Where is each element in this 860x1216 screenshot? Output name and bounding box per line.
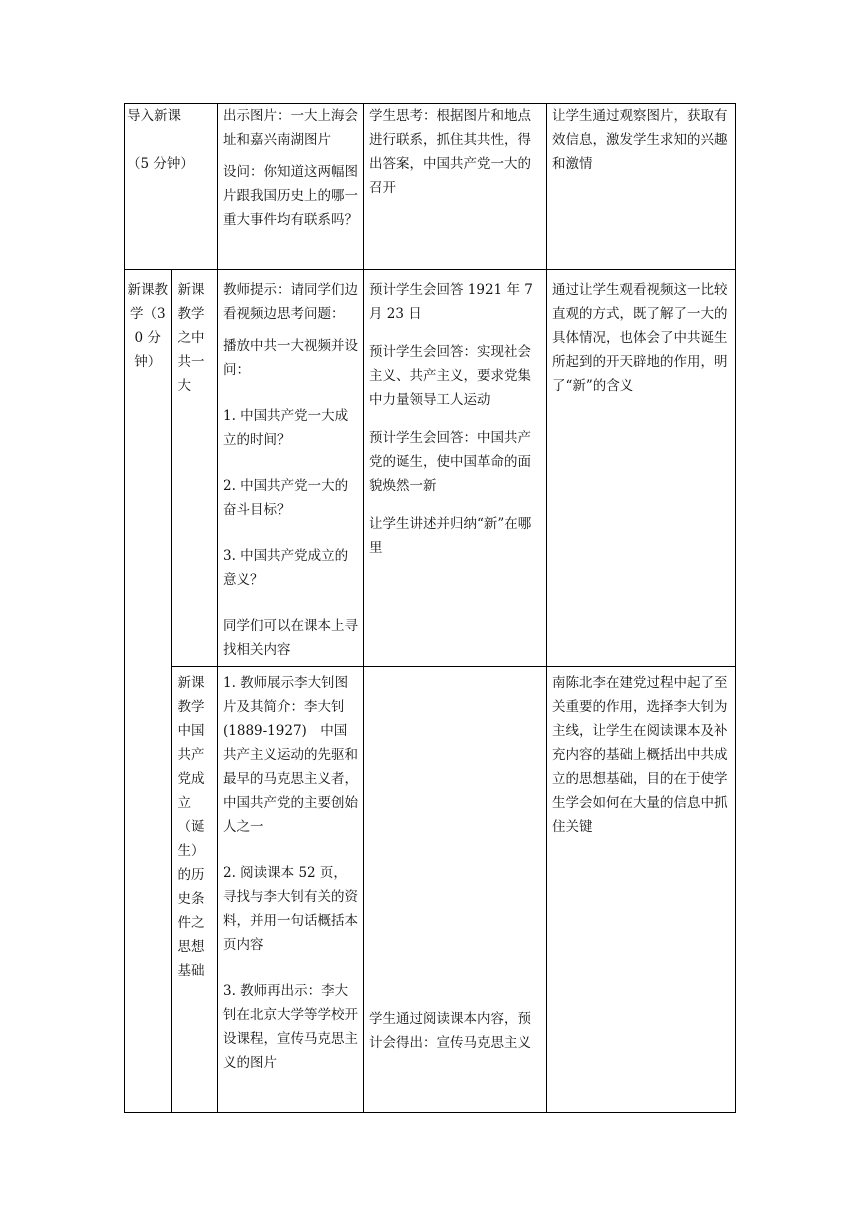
sub1-purpose-p1: 通过让学生观看视频这一比较直观的方式，既了解了一大的具体情况，也体会了中共诞生所起到的开天辟地的作用，明了“新”的含义 [552, 282, 728, 394]
sub1-student-p2: 预计学生会回答：实现社会主义、共产主义，要求党集中力量领导工人运动 [369, 344, 531, 408]
new-lesson-section-cell [125, 270, 172, 1113]
intro-purpose-cell [547, 104, 736, 270]
sub1-teacher-q1: 1. 中国共产党一大成立的时间？ [223, 408, 349, 448]
sub1-student-p3: 预计学生会回答：中国共产党的诞生，使中国革命的面貌焕然一新 [369, 430, 531, 494]
sub1-student-p1: 预计学生会回答 1921 年 7 月 23 日 [369, 282, 538, 322]
intro-section-cell [125, 104, 218, 270]
sub1-purpose-cell [547, 270, 736, 667]
sub1-topic-cell [171, 270, 218, 667]
lesson-plan-table [124, 103, 736, 1113]
sub2-purpose-cell [547, 667, 736, 1113]
intro-teacher-cell [218, 104, 364, 270]
intro-student-p1: 学生思考：根据图片和地点进行联系，抓住其共性，得出答案，中国共产党一大的召开 [369, 108, 531, 196]
sub1-teacher-p2: 播放中共一大视频并设问： [223, 338, 358, 378]
sub2-teacher-cell [218, 667, 364, 1113]
sub2-topic-label: 新课教学中国共产党成立（诞生）的历史条件之思想基础 [177, 675, 205, 979]
sub1-teacher-p1: 教师提示：请同学们边看视频边思考问题： [223, 282, 358, 322]
intro-time-label: （5 分钟） [127, 156, 194, 172]
sub2-student-cell [364, 667, 547, 1113]
intro-purpose-p1: 让学生通过观察图片，获取有效信息，激发学生求知的兴趣和激情 [552, 108, 728, 172]
table-row-intro [125, 104, 736, 270]
table-row-cpc-first-congress [125, 270, 736, 667]
sub2-topic-cell [171, 667, 218, 1113]
intro-section-label: 导入新课 [127, 108, 181, 124]
intro-teacher-p2: 设问：你知道这两幅图片跟我国历史上的哪一重大事件均有联系吗？ [223, 164, 358, 228]
sub1-student-p4: 让学生讲述并归纳“新”在哪里 [369, 516, 532, 556]
new-lesson-section-label: 新课教学（30 分钟） [127, 282, 168, 370]
intro-student-cell [364, 104, 547, 270]
sub1-topic-label: 新课教学之中共一大 [177, 282, 205, 394]
sub2-student-p1: 学生通过阅读课本内容，预计会得出：宣传马克思主义 [369, 1011, 531, 1051]
sub1-teacher-q2: 2. 中国共产党一大的奋斗目标？ [223, 478, 349, 518]
intro-teacher-p1: 出示图片：一大上海会址和嘉兴南湖图片 [223, 108, 358, 148]
sub1-teacher-cell [218, 270, 364, 667]
sub2-teacher-p1: 1. 教师展示李大钊图片及其简介：李大钊(1889-1927) 中国共产主义运动的先驱和最早的马克思主义者，中国共产党的主要创始人之一 [223, 675, 358, 835]
sub2-teacher-p2: 2. 阅读课本 52 页，寻找与李大钊有关的资料，并用一句话概括本页内容 [223, 865, 358, 953]
sub2-teacher-p3: 3. 教师再出示：李大钊在北京大学等学校开设课程，宣传马克思主义的图片 [223, 983, 358, 1071]
sub2-purpose-p1: 南陈北李在建党过程中起了至关重要的作用，选择李大钊为主线，让学生在阅读课本及补充内容的基础上概括出中共成立的思想基础，目的在于使学生学会如何在大量的信息中抓住关键 [552, 675, 728, 835]
sub1-teacher-p3: 同学们可以在课本上寻找相关内容 [223, 618, 358, 658]
table-row-ideological-foundation [125, 667, 736, 1113]
sub1-teacher-q3: 3. 中国共产党成立的意义？ [223, 548, 349, 588]
sub1-student-cell [364, 270, 547, 667]
